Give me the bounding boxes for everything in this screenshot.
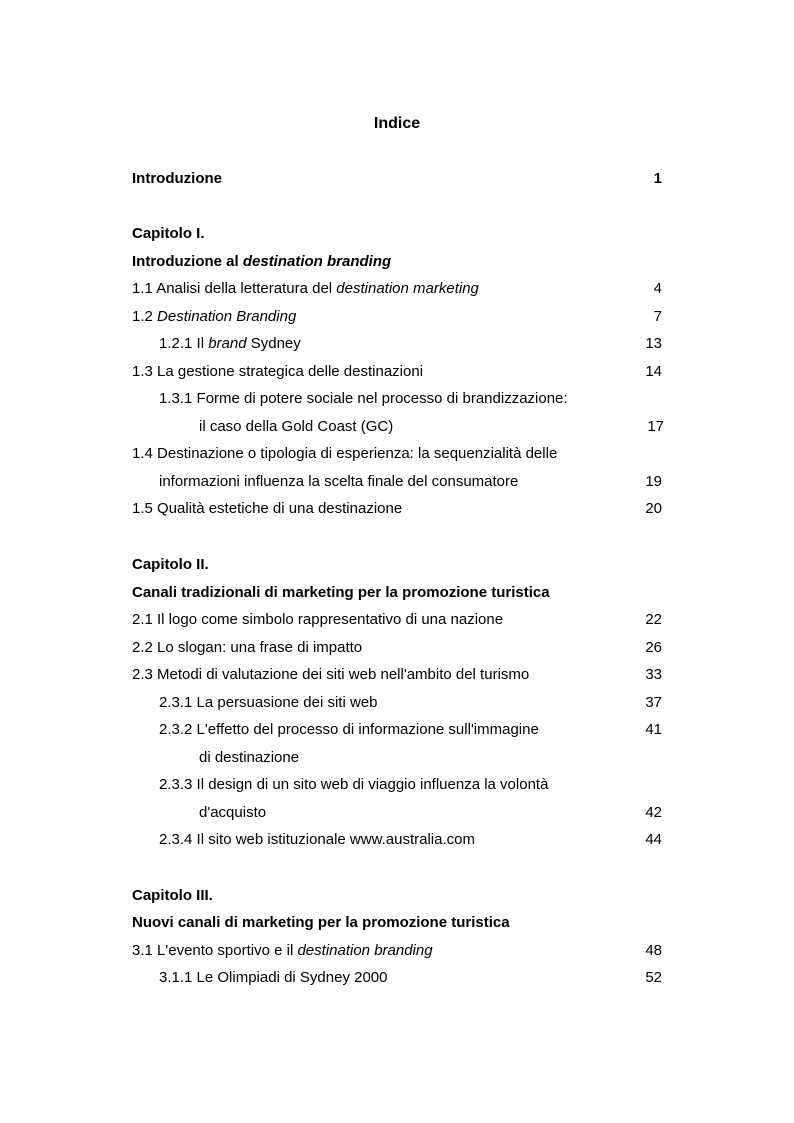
toc-entry-2-3-2: 2.3.2 L'effetto del processo di informazione sull'immagine 41 [159,721,662,738]
toc-page-number: 48 [645,942,662,959]
toc-page-number: 52 [645,969,662,986]
toc-page-number: 44 [645,831,662,848]
toc-entry-introduction [132,169,662,189]
toc-page-number: 1 [653,170,662,187]
toc-page-number: 26 [645,639,662,656]
toc-entry-3-1-1: 3.1.1 Le Olimpiadi di Sydney 2000 52 [159,969,662,986]
toc-entry-1-3-1: 1.3.1 Forme di potere sociale nel processo di brandizzazione: [159,390,568,407]
chapter-2-title: Canali tradizionali di marketing per la promozione turistica [132,584,550,601]
toc-entry-1-2-1: 1.2.1 Il brand Sydney 13 [159,335,662,352]
toc-entry-2-3-1: 2.3.1 La persuasione dei siti web 37 [159,694,662,711]
toc-page-number: 42 [645,804,662,821]
toc-entry-2-3-3-cont: d'acquisto 42 [199,804,662,821]
toc-page-number: 4 [653,280,662,297]
chapter-1-title: Introduzione al destination branding [132,253,392,270]
toc-entry-2-3-2-cont: di destinazione [199,749,300,766]
toc-entry-2-2: 2.2 Lo slogan: una frase di impatto 26 [132,639,662,656]
toc-entry-1-1: 1.1 Analisi della letteratura del destination marketing 4 [132,280,662,297]
toc-page-number: 19 [645,473,662,490]
toc-page-number: 41 [645,721,662,738]
toc-entry-1-3: 1.3 La gestione strategica delle destinazioni 14 [132,363,662,380]
toc-entry-1-2: 1.2 Destination Branding 7 [132,308,662,325]
toc-entry-2-3: 2.3 Metodi di valutazione dei siti web nell'ambito del turismo 33 [132,666,662,683]
toc-entry-1-4-cont: informazioni influenza la scelta finale del consumatore 19 [159,473,662,490]
toc-entry-2-3-4: 2.3.4 Il sito web istituzionale www.australia.com 44 [159,831,662,848]
toc-page-number: 13 [645,335,662,352]
chapter-3-heading: Capitolo III. [132,887,213,904]
toc-entry-1-5: 1.5 Qualità estetiche di una destinazione 20 [132,500,662,517]
toc-entry-1-4: 1.4 Destinazione o tipologia di esperienza: la sequenzialità delle [132,445,558,462]
toc-entry-1-3-1-cont: il caso della Gold Coast (GC) 17 [199,418,664,435]
toc-page-number: 20 [645,500,662,517]
toc-page-number: 22 [645,611,662,628]
toc-page-number: 17 [647,418,664,435]
toc-entry-3-1: 3.1 L'evento sportivo e il destination branding 48 [132,942,662,959]
toc-page-number: 7 [653,308,662,325]
index-title: Indice [373,115,421,132]
toc-page-number: 37 [645,694,662,711]
chapter-2-heading: Capitolo II. [132,556,209,573]
toc-entry-2-3-3: 2.3.3 Il design di un sito web di viaggio influenza la volontà [159,776,549,793]
chapter-3-title: Nuovi canali di marketing per la promozione turistica [132,914,510,931]
toc-entry-2-1: 2.1 Il logo come simbolo rappresentativo di una nazione 22 [132,611,662,628]
toc-page-number: 14 [645,363,662,380]
toc-entry-label: Introduzione [132,170,222,187]
chapter-1-heading: Capitolo I. [132,225,205,242]
toc-page-number: 33 [645,666,662,683]
